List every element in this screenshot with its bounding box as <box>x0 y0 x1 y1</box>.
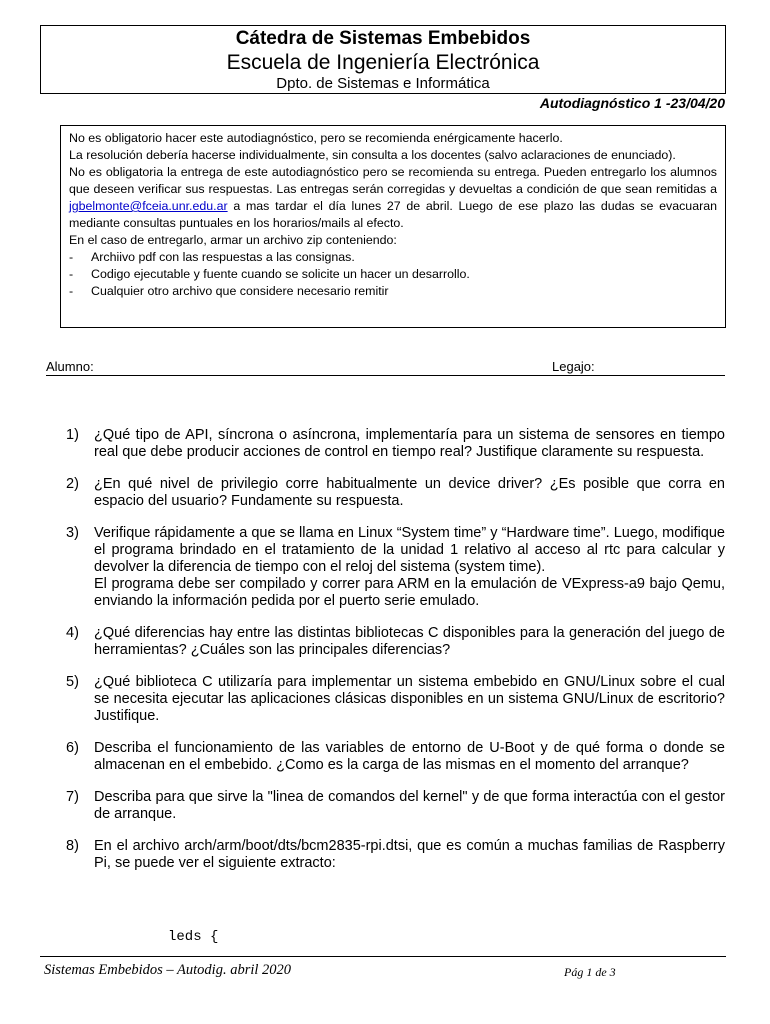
question-text-part1: Verifique rápidamente a que se llama en Linux “System time” y “Hardware time”. Luego, modifique el programa brindado en el tratamiento de la unidad 1 relativo al acceso al rtc para calcular y devolver la diferencia de tiempo con el reloj del sistema (system time). <box>94 525 725 575</box>
legajo-label: Legajo: <box>552 359 595 374</box>
question-4 <box>66 625 725 659</box>
code-snippet: leds { <box>168 929 219 945</box>
footer-divider <box>40 956 726 957</box>
question-text: Describa el funcionamiento de las variables de entorno de U-Boot y de qué forma o donde se almacenan en el embebido. ¿Como es la carga de las mismas en el momento del arranque? <box>94 740 725 773</box>
department-name: Dpto. de Sistemas e Informática <box>276 75 490 92</box>
question-number: 8) <box>66 838 79 854</box>
list-item-text: Codigo ejecutable y fuente cuando se solicite un hacer un desarrollo. <box>91 267 470 281</box>
notice-p2: La resolución debería hacerse individualmente, sin consulta a los docentes (salvo aclaraciones de enunciado). <box>69 148 676 162</box>
question-7 <box>66 789 725 823</box>
question-number: 6) <box>66 740 79 756</box>
list-item: - Archiivo pdf con las respuestas a las consignas. <box>69 250 355 264</box>
question-number: 7) <box>66 789 79 805</box>
header-box <box>40 25 726 94</box>
question-2 <box>66 476 725 510</box>
notice-box <box>60 125 726 328</box>
notice-p3 <box>69 164 717 232</box>
question-5 <box>66 674 725 725</box>
question-text: En el archivo arch/arm/boot/dts/bcm2835-rpi.dtsi, que es común a muchas familias de Raspberry Pi, se puede ver el siguiente extracto: <box>94 838 725 871</box>
question-text-part2: El programa debe ser compilado y correr para ARM en la emulación de VExpress-a9 bajo Qemu, enviando la información pedida por el puerto serie emulado. <box>94 576 725 609</box>
question-number: 4) <box>66 625 79 641</box>
question-8 <box>66 838 725 872</box>
notice-p3-text: No es obligatoria la entrega de este autodiagnóstico pero se recomienda su entrega. Pueden entregarlo los alumnos que deseen verificar sus respuestas. Las entregas serán corregidas y devueltas a condición de que sean remitidas a <box>69 165 717 196</box>
question-text <box>94 525 725 610</box>
question-number: 3) <box>66 525 79 541</box>
assessment-title: Autodiagnóstico 1 -23/04/20 <box>539 95 725 111</box>
question-text: ¿Qué tipo de API, síncrona o asíncrona, implementaría para un sistema de sensores en tiempo real que debe producir acciones de control en tiempo real? Justifique claramente su respuesta. <box>94 427 725 460</box>
question-number: 5) <box>66 674 79 690</box>
notice-p3b-text: a mas tardar el día lunes 27 de abril. Luego de ese plazo las dudas se evacuaran mediante consultas puntuales en los horarios/mails al efecto. <box>69 199 717 230</box>
notice-p4: En el caso de entregarlo, armar un archivo zip conteniendo: <box>69 233 397 247</box>
list-item: - Cualquier otro archivo que considere necesario remitir <box>69 284 389 298</box>
question-text: ¿En qué nivel de privilegio corre habitualmente un device driver? ¿Es posible que corra en espacio del usuario? Fundamente su respuesta. <box>94 476 725 509</box>
list-item: - Codigo ejecutable y fuente cuando se solicite un hacer un desarrollo. <box>69 267 470 281</box>
question-1 <box>66 427 725 461</box>
course-title: Cátedra de Sistemas Embebidos <box>235 28 531 49</box>
question-list <box>66 427 725 887</box>
question-6 <box>66 740 725 774</box>
question-3 <box>66 525 725 610</box>
page-number: Pág 1 de 3 <box>564 965 616 979</box>
email-link[interactable]: jgbelmonte@fceia.unr.edu.ar <box>69 199 228 213</box>
question-text: ¿Qué biblioteca C utilizaría para implementar un sistema embebido en GNU/Linux sobre el cual se necesita ejecutar las aplicaciones clásicas disponibles en un sistema GNU/Linux de escritorio? Justifique. <box>94 674 725 724</box>
question-number: 1) <box>66 427 79 443</box>
alumno-label: Alumno: <box>46 359 94 374</box>
school-name: Escuela de Ingeniería Electrónica <box>226 51 540 74</box>
list-item-text: Archiivo pdf con las respuestas a las consignas. <box>91 250 355 264</box>
question-number: 2) <box>66 476 79 492</box>
notice-p1: No es obligatorio hacer este autodiagnóstico, pero se recomienda enérgicamente hacerlo. <box>69 131 563 145</box>
list-item-text: Cualquier otro archivo que considere necesario remitir <box>91 284 389 298</box>
student-line <box>46 359 725 376</box>
footer-left: Sistemas Embebidos – Autodig. abril 2020 <box>44 962 292 978</box>
question-text: ¿Qué diferencias hay entre las distintas bibliotecas C disponibles para la generación del juego de herramientas? ¿Cuáles son las principales diferencias? <box>94 625 725 658</box>
question-text: Describa para que sirve la "linea de comandos del kernel" y de que forma interactúa con el gestor de arranque. <box>94 789 725 822</box>
